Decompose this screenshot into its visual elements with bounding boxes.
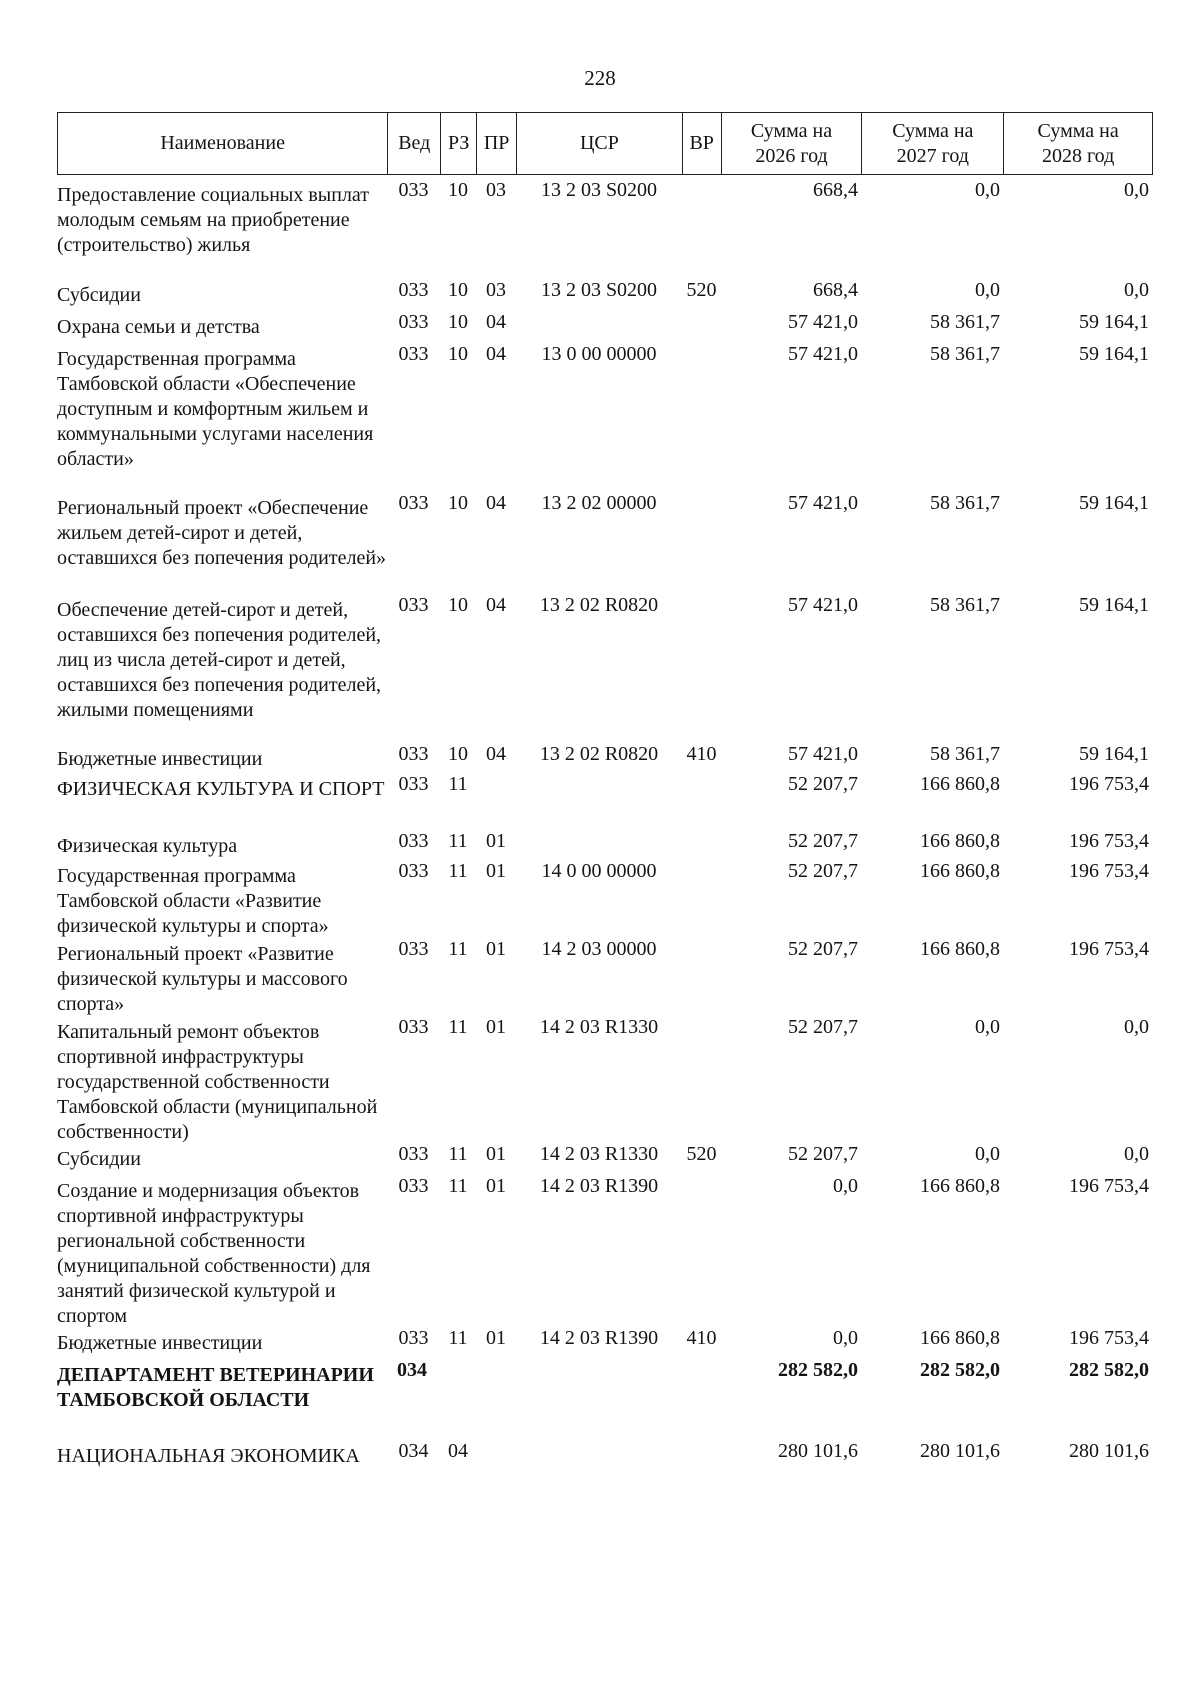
row-name: Обеспечение детей-сирот и детей, оставшихся без попечения родителей, лиц из числа детей-сирот и детей, оставшихся без попечения родителей, жилыми помещениями: [57, 599, 382, 721]
row-vr: [682, 1012, 721, 1015]
row-vr: [682, 1171, 721, 1174]
row-rz: 10: [448, 743, 468, 765]
row-sum-2027: 166 860,8: [920, 773, 1000, 795]
row-sum-2027: 280 101,6: [920, 1440, 1000, 1462]
row-pr: 04: [486, 594, 506, 616]
row-sum-2028: 59 164,1: [1079, 492, 1149, 514]
row-ved: 033: [398, 311, 429, 333]
row-pr: 03: [486, 179, 506, 201]
row-sum-2027: 0,0: [975, 179, 1000, 201]
header-pr: ПР: [476, 113, 516, 174]
row-sum-2026: 57 421,0: [788, 311, 858, 333]
table-header: [57, 112, 1153, 175]
row-sum-2027: 58 361,7: [930, 311, 1000, 333]
row-csr: [516, 1436, 682, 1439]
table-row: [57, 934, 1153, 1015]
row-vr: [682, 769, 721, 772]
row-pr: 01: [486, 1143, 506, 1165]
row-vr: [682, 590, 721, 593]
page-number: 228: [584, 66, 616, 90]
row-csr: 14 2 03 R1330: [539, 1143, 659, 1165]
row-pr: 01: [486, 938, 506, 960]
row-rz: 11: [448, 938, 468, 960]
row-ved: 033: [398, 343, 429, 365]
table-row: [57, 1139, 1153, 1171]
row-sum-2028: 0,0: [1124, 179, 1149, 201]
row-name: Бюджетные инвестиции: [57, 1332, 263, 1354]
row-sum-2028: 0,0: [1124, 279, 1149, 301]
row-ved: 034: [398, 1440, 429, 1462]
row-sum-2028: 0,0: [1124, 1143, 1149, 1165]
row-rz: 10: [448, 492, 468, 514]
row-sum-2026: 0,0: [833, 1327, 858, 1349]
row-ved: 033: [398, 594, 429, 616]
row-ved: 033: [398, 179, 429, 201]
row-pr: [476, 1355, 516, 1358]
row-pr: 01: [486, 1016, 506, 1038]
row-pr: 01: [486, 1175, 506, 1197]
row-sum-2028: 196 753,4: [1069, 938, 1149, 960]
row-csr: 13 2 02 00000: [541, 492, 657, 514]
row-sum-2028: 59 164,1: [1079, 594, 1149, 616]
row-csr: 13 0 00 00000: [541, 343, 657, 365]
table-row: [57, 1355, 1153, 1436]
row-name: Создание и модернизация объектов спортивной инфраструктуры региональной собственности (муниципальной собственности) для занятий физической культурой и спортом: [57, 1180, 371, 1327]
row-name: ДЕПАРТАМЕНТ ВЕТЕРИНАРИИ ТАМБОВСКОЙ ОБЛАСТИ: [57, 1364, 374, 1411]
header-ved: Вед: [387, 113, 440, 174]
row-vr: [682, 175, 721, 178]
row-ved: 033: [398, 1016, 429, 1038]
row-sum-2026: 57 421,0: [788, 594, 858, 616]
row-sum-2026: 282 582,0: [778, 1359, 858, 1381]
row-sum-2027: 0,0: [975, 1016, 1000, 1038]
row-vr: [682, 488, 721, 491]
row-pr: [476, 769, 516, 772]
row-ved: 034: [397, 1359, 427, 1381]
row-pr: 01: [486, 860, 506, 882]
row-rz: [440, 1355, 476, 1358]
row-sum-2028: 282 582,0: [1069, 1359, 1149, 1381]
row-sum-2027: 166 860,8: [920, 860, 1000, 882]
row-csr: 14 2 03 R1390: [539, 1175, 659, 1197]
table-row: [57, 826, 1153, 856]
table-row: [57, 275, 1153, 307]
header-csr: ЦСР: [516, 113, 682, 174]
row-pr: 01: [486, 830, 506, 852]
row-name: Субсидии: [57, 1148, 141, 1170]
table-row: [57, 590, 1153, 739]
row-name: Государственная программа Тамбовской области «Развитие физической культуры и спорта»: [57, 865, 329, 937]
row-sum-2027: 282 582,0: [920, 1359, 1000, 1381]
row-vr: [682, 1355, 721, 1358]
row-sum-2028: 196 753,4: [1069, 1327, 1149, 1349]
row-sum-2028: 280 101,6: [1069, 1440, 1149, 1462]
row-sum-2026: 52 207,7: [788, 773, 858, 795]
row-sum-2027: 166 860,8: [920, 1175, 1000, 1197]
row-csr: [516, 307, 682, 310]
row-ved: 033: [398, 492, 429, 514]
row-sum-2028: 59 164,1: [1079, 343, 1149, 365]
row-sum-2026: 52 207,7: [788, 830, 858, 852]
row-csr: 13 2 03 S0200: [540, 179, 658, 201]
row-sum-2026: 57 421,0: [788, 743, 858, 765]
table-row: [57, 488, 1153, 590]
header-rz: РЗ: [440, 113, 476, 174]
row-csr: [516, 1355, 682, 1358]
row-rz: 11: [448, 860, 468, 882]
table-row: [57, 1012, 1153, 1143]
row-csr: 14 2 03 R1330: [539, 1016, 659, 1038]
row-rz: 11: [448, 1175, 468, 1197]
row-ved: 033: [398, 1327, 429, 1349]
row-sum-2027: 0,0: [975, 279, 1000, 301]
row-rz: 11: [448, 1327, 468, 1349]
row-vr: [682, 826, 721, 829]
row-sum-2026: 57 421,0: [788, 492, 858, 514]
table-row: [57, 307, 1153, 339]
row-sum-2027: 58 361,7: [930, 492, 1000, 514]
row-ved: 033: [398, 938, 429, 960]
row-rz: 10: [448, 279, 468, 301]
row-rz: 10: [448, 343, 468, 365]
row-name: Государственная программа Тамбовской области «Обеспечение доступным и комфортным жильем и коммунальными услугами населения области»: [57, 348, 374, 470]
row-rz: 11: [448, 1016, 468, 1038]
row-pr: 01: [486, 1327, 506, 1349]
row-sum-2026: 668,4: [813, 179, 858, 201]
row-pr: [476, 1436, 516, 1439]
row-sum-2027: 166 860,8: [920, 1327, 1000, 1349]
row-csr: [516, 769, 682, 772]
row-pr: 04: [486, 311, 506, 333]
table-body: [57, 175, 1153, 1496]
row-sum-2028: 0,0: [1124, 1016, 1149, 1038]
row-sum-2026: 668,4: [813, 279, 858, 301]
row-sum-2027: 58 361,7: [930, 743, 1000, 765]
table-row: [57, 739, 1153, 769]
row-rz: 11: [448, 830, 468, 852]
header-vr: ВР: [682, 113, 721, 174]
row-csr: 13 2 02 R0820: [539, 743, 659, 765]
header-name: Наименование: [160, 132, 285, 154]
row-sum-2027: 58 361,7: [930, 594, 1000, 616]
row-sum-2028: 196 753,4: [1069, 773, 1149, 795]
row-ved: 033: [398, 830, 429, 852]
table-row: [57, 1323, 1153, 1355]
row-vr: [682, 856, 721, 859]
row-rz: 10: [448, 311, 468, 333]
header-sum-2027: Сумма на 2027 год: [861, 113, 1003, 174]
table-row: [57, 1171, 1153, 1327]
row-rz: 04: [448, 1440, 468, 1462]
table-row: [57, 339, 1153, 488]
row-sum-2028: 196 753,4: [1069, 860, 1149, 882]
table-row: [57, 856, 1153, 937]
row-vr: [682, 307, 721, 310]
table-row: [57, 1436, 1153, 1496]
row-sum-2026: 0,0: [833, 1175, 858, 1197]
row-name: НАЦИОНАЛЬНАЯ ЭКОНОМИКА: [57, 1445, 360, 1467]
row-ved: 033: [398, 1175, 429, 1197]
row-pr: 04: [486, 343, 506, 365]
row-vr: 520: [686, 1143, 717, 1165]
row-pr: 04: [486, 492, 506, 514]
row-rz: 11: [448, 1143, 468, 1165]
row-pr: 03: [486, 279, 506, 301]
row-rz: 10: [448, 179, 468, 201]
row-csr: 14 2 03 00000: [541, 938, 657, 960]
row-ved: 033: [398, 773, 429, 795]
row-name: Субсидии: [57, 284, 141, 306]
row-name: ФИЗИЧЕСКАЯ КУЛЬТУРА И СПОРТ: [57, 778, 385, 800]
table-row: [57, 175, 1153, 275]
row-sum-2027: 58 361,7: [930, 343, 1000, 365]
row-rz: 10: [448, 594, 468, 616]
row-csr: 14 2 03 R1390: [539, 1327, 659, 1349]
row-ved: 033: [398, 743, 429, 765]
row-name: Региональный проект «Развитие физической культуры и массового спорта»: [57, 943, 348, 1015]
row-vr: [682, 339, 721, 342]
row-sum-2028: 59 164,1: [1079, 311, 1149, 333]
row-sum-2027: 166 860,8: [920, 830, 1000, 852]
row-name: Региональный проект «Обеспечение жильем детей-сирот и детей, оставшихся без попечения родителей»: [57, 497, 387, 569]
row-sum-2026: 57 421,0: [788, 343, 858, 365]
table-row: [57, 769, 1153, 826]
row-sum-2026: 52 207,7: [788, 938, 858, 960]
row-name: Предоставление социальных выплат молодым семьям на приобретение (строительство) жилья: [57, 184, 370, 256]
row-csr: 13 2 03 S0200: [540, 279, 658, 301]
row-sum-2026: 52 207,7: [788, 860, 858, 882]
row-vr: [682, 934, 721, 937]
row-rz: 11: [448, 773, 468, 795]
row-ved: 033: [398, 1143, 429, 1165]
header-sum-2028: Сумма на 2028 год: [1003, 113, 1152, 174]
row-name: Физическая культура: [57, 835, 238, 857]
row-sum-2026: 52 207,7: [788, 1143, 858, 1165]
row-sum-2028: 196 753,4: [1069, 830, 1149, 852]
row-sum-2027: 166 860,8: [920, 938, 1000, 960]
row-sum-2026: 52 207,7: [788, 1016, 858, 1038]
row-sum-2026: 280 101,6: [778, 1440, 858, 1462]
row-name: Бюджетные инвестиции: [57, 748, 263, 770]
header-sum-2026: Сумма на 2026 год: [721, 113, 862, 174]
row-sum-2028: 59 164,1: [1079, 743, 1149, 765]
row-csr: 14 0 00 00000: [541, 860, 657, 882]
row-vr: 410: [686, 1327, 717, 1349]
row-vr: 410: [686, 743, 717, 765]
row-ved: 033: [398, 279, 429, 301]
row-sum-2027: 0,0: [975, 1143, 1000, 1165]
row-vr: 520: [686, 279, 717, 301]
row-pr: 04: [486, 743, 506, 765]
row-vr: [682, 1436, 721, 1439]
row-name: Охрана семьи и детства: [57, 316, 260, 338]
row-csr: 13 2 02 R0820: [539, 594, 659, 616]
row-name: Капитальный ремонт объектов спортивной инфраструктуры государственной собственности Тамбовской области (муниципальной собственности): [57, 1021, 378, 1143]
row-sum-2028: 196 753,4: [1069, 1175, 1149, 1197]
row-csr: [516, 826, 682, 829]
row-ved: 033: [398, 860, 429, 882]
